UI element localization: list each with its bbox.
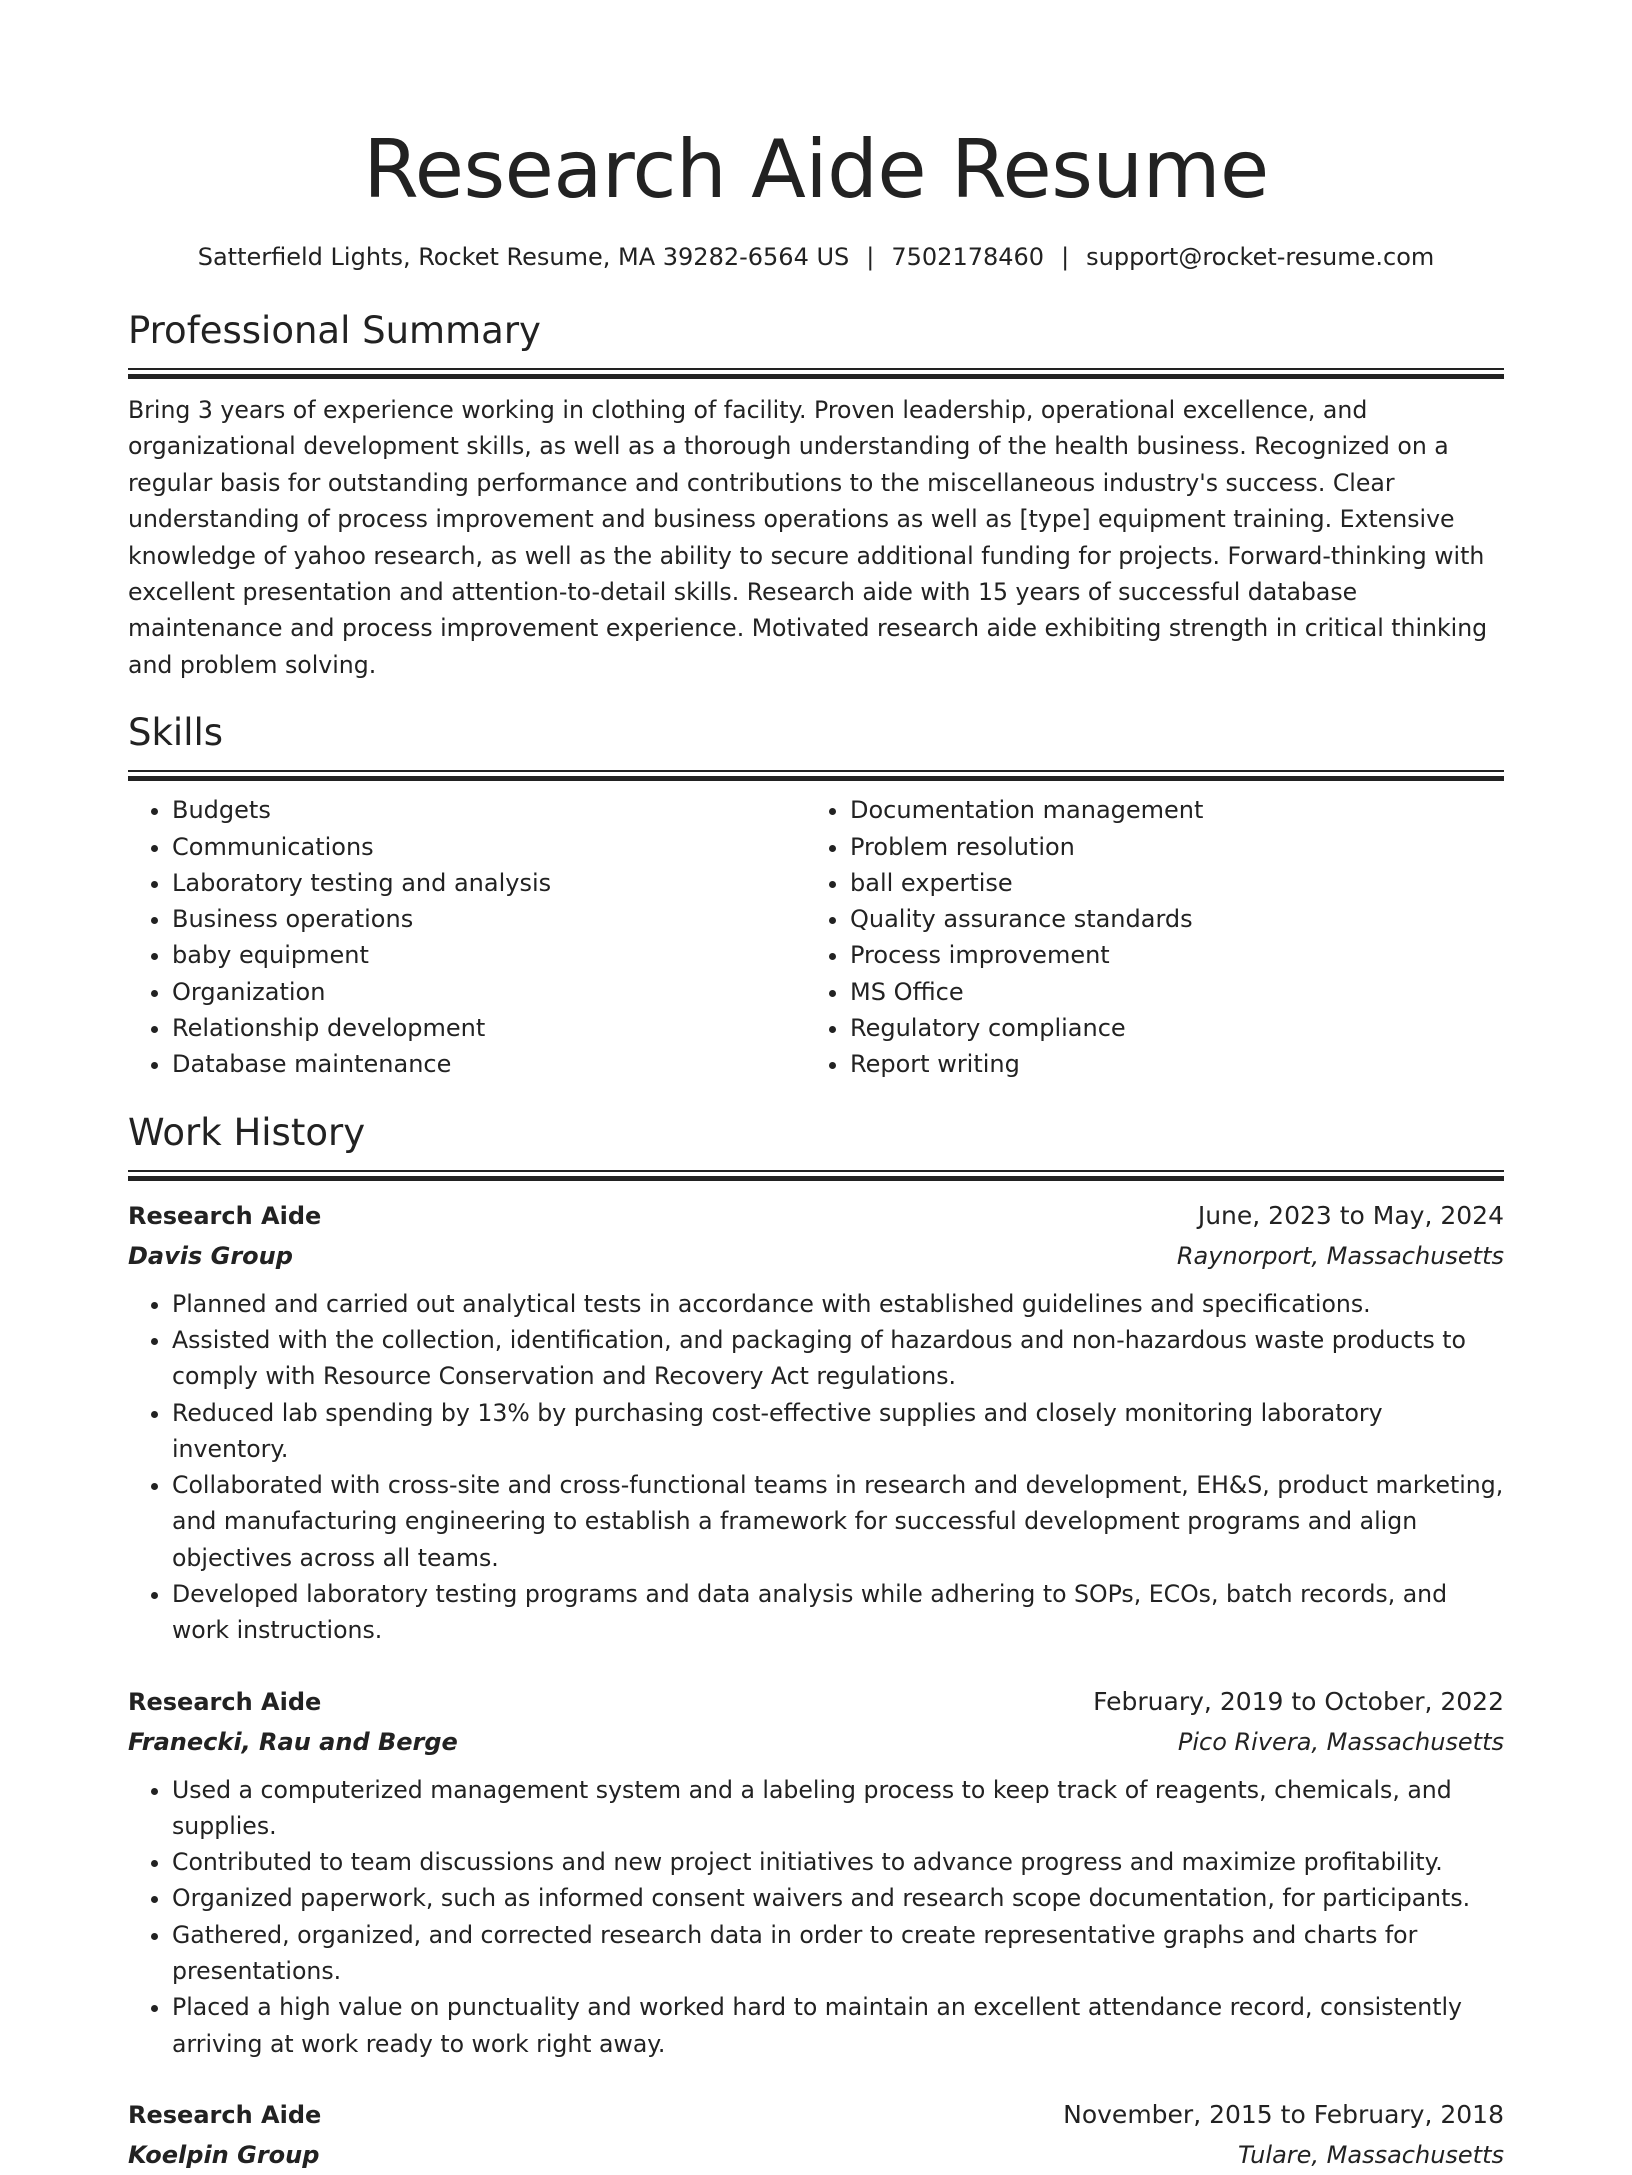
job-company: Davis Group: [128, 1241, 293, 1270]
section-divider: [128, 1170, 1504, 1180]
work-history-heading: Work History: [128, 1110, 366, 1154]
job-bullets: [128, 1772, 1504, 2062]
job-bullet: • Collaborated with cross-site and cross-functional teams in research and development, EH&S, product marketing, and manufacturing engineering to establish a framework for successful development programs and align objectives across all teams.: [172, 1467, 1504, 1576]
skill-item: • Problem resolution: [850, 829, 1484, 865]
skills-column-left: [128, 792, 806, 1082]
section-divider: [128, 368, 1504, 378]
job-location: Raynorport, Massachusetts: [1176, 1241, 1504, 1270]
section-divider: [128, 770, 1504, 780]
job-entry: [128, 1682, 1504, 2062]
summary-text: Bring 3 years of experience working in clothing of facility. Proven leadership, operational excellence, and organizational development skills, as well as a thorough understanding of the health business. Recognized on a regular basis for outstanding performance and contributions to the miscellaneous industry's success. Clear understanding of process improvement and business operations as well as [type] equipment training. Extensive knowledge of yahoo research, as well as the ability to secure additional funding for projects. Forward-thinking with excellent presentation and attention-to-detail skills. Research aide with 15 years of successful database maintenance and process improvement experience. Motivated research aide exhibiting strength in critical thinking and problem solving.: [128, 396, 1488, 679]
skill-item: • Organization: [172, 974, 806, 1010]
job-header: [128, 1682, 1504, 1722]
job-title: Research Aide: [128, 1687, 322, 1716]
job-header: [128, 2095, 1504, 2135]
skill-item: • Communications: [172, 829, 806, 865]
job-entry: [128, 2095, 1504, 2175]
job-bullet: • Placed a high value on punctuality and worked hard to maintain an excellent attendance record, consistently arriving at work ready to work right away.: [172, 1989, 1504, 2062]
skill-item: • MS Office: [850, 974, 1484, 1010]
job-location: Pico Rivera, Massachusetts: [1177, 1727, 1504, 1756]
job-title: Research Aide: [128, 2100, 322, 2129]
skill-item: • Business operations: [172, 901, 806, 937]
skill-item: • Quality assurance standards: [850, 901, 1484, 937]
contact-phone: 7502178460: [891, 243, 1045, 271]
job-entry: [128, 1196, 1504, 1649]
job-company: Franecki, Rau and Berge: [128, 1727, 458, 1756]
skill-item: • Laboratory testing and analysis: [172, 865, 806, 901]
skill-item: • Process improvement: [850, 937, 1484, 973]
contact-line: [128, 241, 1504, 273]
job-subheader: [128, 1236, 1504, 1276]
job-bullet: • Developed laboratory testing programs and data analysis while adhering to SOPs, ECOs, batch records, and work instructions.: [172, 1576, 1504, 1649]
skill-item: • Database maintenance: [172, 1046, 806, 1082]
skill-item: • Regulatory compliance: [850, 1010, 1484, 1046]
job-company: Koelpin Group: [128, 2140, 320, 2169]
job-bullet: • Contributed to team discussions and new project initiatives to advance progress and maximize profitability.: [172, 1844, 1504, 1880]
job-bullet: • Gathered, organized, and corrected research data in order to create representative graphs and charts for presentations.: [172, 1917, 1504, 1990]
job-header: [128, 1196, 1504, 1236]
contact-separator: |: [866, 243, 875, 271]
resume-title: Research Aide Resume: [363, 123, 1269, 216]
job-bullets: [128, 1286, 1504, 1649]
skill-item: • Budgets: [172, 792, 806, 828]
summary-heading: Professional Summary: [128, 309, 541, 352]
job-dates: June, 2023 to May, 2024: [1197, 1200, 1504, 1230]
skill-item: • Documentation management: [850, 792, 1484, 828]
job-subheader: [128, 1722, 1504, 1762]
contact-separator: |: [1061, 243, 1070, 271]
skill-item: • ball expertise: [850, 865, 1484, 901]
job-bullet: • Organized paperwork, such as informed consent waivers and research scope documentation, for participants.: [172, 1880, 1504, 1916]
job-location: Tulare, Massachusetts: [1237, 2140, 1504, 2169]
contact-address: Satterfield Lights, Rocket Resume, MA 39282-6564 US: [197, 243, 850, 271]
job-bullet: • Assisted with the collection, identification, and packaging of hazardous and non-hazardous waste products to comply with Resource Conservation and Recovery Act regulations.: [172, 1322, 1504, 1395]
skill-item: • Relationship development: [172, 1010, 806, 1046]
contact-email: support@rocket-resume.com: [1086, 243, 1435, 271]
skill-item: • baby equipment: [172, 937, 806, 973]
job-dates: November, 2015 to February, 2018: [1063, 2099, 1504, 2129]
job-bullet: • Reduced lab spending by 13% by purchasing cost-effective supplies and closely monitoring laboratory inventory.: [172, 1395, 1504, 1468]
job-title: Research Aide: [128, 1201, 322, 1230]
job-subheader: [128, 2135, 1504, 2175]
job-bullet: • Used a computerized management system and a labeling process to keep track of reagents, chemicals, and supplies.: [172, 1772, 1504, 1845]
job-dates: February, 2019 to October, 2022: [1093, 1686, 1504, 1716]
resume-page: [128, 0, 1504, 2175]
job-bullet: • Planned and carried out analytical tests in accordance with established guidelines and specifications.: [172, 1286, 1504, 1322]
skills-column-right: [806, 792, 1484, 1082]
skills-list: [128, 792, 1504, 1082]
skill-item: • Report writing: [850, 1046, 1484, 1082]
skills-heading: Skills: [128, 711, 224, 755]
